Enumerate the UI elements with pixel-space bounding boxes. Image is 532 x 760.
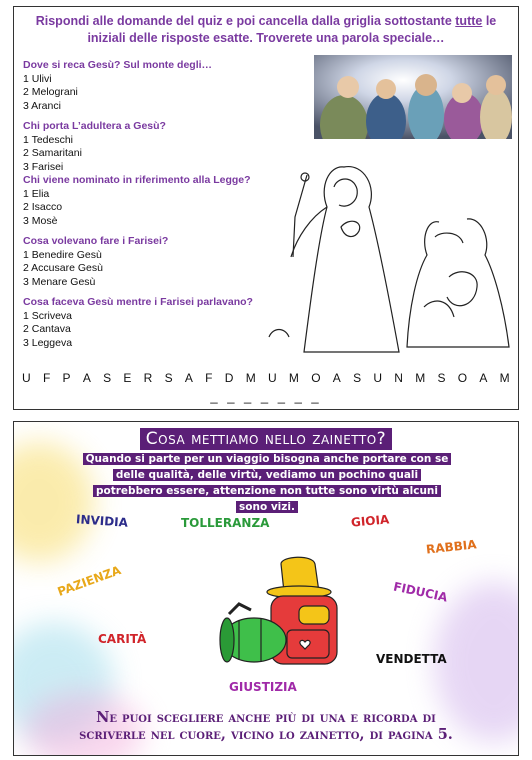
question-text: Cosa volevano fare i Farisei? <box>23 235 169 247</box>
answer-option: 2 Accusare Gesù <box>23 262 103 274</box>
section-description: Quando si parte per un viaggio bisogna anche portare con se delle qualità, delle virtù, vediamo un pochino quali potrebbero essere, attenzione non tutte sono virtù alcuni sono vizi. <box>42 451 492 515</box>
grid-letter: M <box>415 371 426 385</box>
word-vendetta: VENDETTA <box>376 652 447 666</box>
grid-letter: A <box>82 371 91 385</box>
grid-letter: A <box>479 371 488 385</box>
answer-option: 1 Scriveva <box>23 309 73 322</box>
grid-letter: N <box>394 371 403 385</box>
grid-letter: S <box>353 371 362 385</box>
grid-letter: M <box>288 371 299 385</box>
question-text: Chi porta L’adultera a Gesù? <box>23 120 166 132</box>
section-title: Cosa mettiamo nello zainetto? <box>14 429 518 449</box>
quiz-panel <box>13 6 519 410</box>
word-carita: CARITÀ <box>98 632 147 646</box>
backpack-panel <box>13 421 519 756</box>
answer-option: 1 Tedeschi <box>23 133 74 146</box>
word-invidia: INVIDIA <box>75 512 129 530</box>
word-rabbia: RABBIA <box>425 537 478 557</box>
grid-letter: E <box>123 371 132 385</box>
grid-letter: S <box>164 371 173 385</box>
answer-option: 2 Isacco <box>23 201 63 213</box>
letter-grid <box>22 371 510 385</box>
answer-blanks: _ _ _ _ _ _ _ <box>210 389 322 404</box>
word-giustizia: GIUSTIZIA <box>229 680 297 694</box>
answer-option: 2 Melograni <box>23 86 78 98</box>
answer-option: 1 Ulivi <box>23 72 52 85</box>
answer-option: 1 Elia <box>23 187 50 200</box>
answer-option: 3 Leggeva <box>23 336 73 349</box>
grid-letter: M <box>499 371 510 385</box>
jesus-with-pharisees-illustration <box>314 55 512 139</box>
answer-option: 2 Cantava <box>23 323 71 335</box>
answer-option: 2 Samaritani <box>23 147 82 159</box>
question-text: Chi viene nominato in riferimento alla Legge? <box>23 174 251 186</box>
quiz-question-1 <box>23 59 303 113</box>
grid-letter: R <box>143 371 153 385</box>
grid-letter: U <box>22 371 31 385</box>
section-footer: Ne puoi scegliere anche più di una e ricorda di scriverle nel cuore, vicino lo zainetto, di pagina 5. <box>79 709 453 743</box>
word-fiducia: FIDUCIA <box>392 579 449 605</box>
grid-letter: O <box>457 371 468 385</box>
grid-letter: P <box>62 371 71 385</box>
answer-option: 1 Benedire Gesù <box>23 248 102 261</box>
grid-letter: U <box>267 371 277 385</box>
word-pazienza: PAZIENZA <box>55 563 123 599</box>
answer-option: 3 Menare Gesù <box>23 275 96 288</box>
grid-letter: O <box>311 371 321 385</box>
grid-letter: M <box>245 371 256 385</box>
grid-letter: D <box>224 371 234 385</box>
jesus-and-woman-drawing <box>249 147 514 367</box>
question-text: Dove si reca Gesù? Sul monte degli… <box>23 59 213 71</box>
answer-option: 3 Mosè <box>23 214 58 227</box>
quiz-instructions: Rispondi alle domande del quiz e poi cancella dalla griglia sottostante tutte le iniziali delle risposte esatte. Troverete una parola speciale… <box>35 14 497 45</box>
grid-letter: F <box>205 371 213 385</box>
answer-option: 3 Farisei <box>23 160 64 173</box>
grid-letter: S <box>437 371 446 385</box>
grid-letter: A <box>184 371 193 385</box>
grid-letter: S <box>103 371 112 385</box>
word-gioia: GIOIA <box>350 512 390 530</box>
question-text: Cosa faceva Gesù mentre i Farisei parlavano? <box>23 296 253 308</box>
grid-letter: F <box>42 371 51 385</box>
backpack-illustration <box>209 552 359 670</box>
word-tolleranza: TOLLERANZA <box>181 516 270 530</box>
grid-letter: A <box>332 371 341 385</box>
answer-option: 3 Aranci <box>23 99 61 112</box>
grid-letter: U <box>373 371 383 385</box>
